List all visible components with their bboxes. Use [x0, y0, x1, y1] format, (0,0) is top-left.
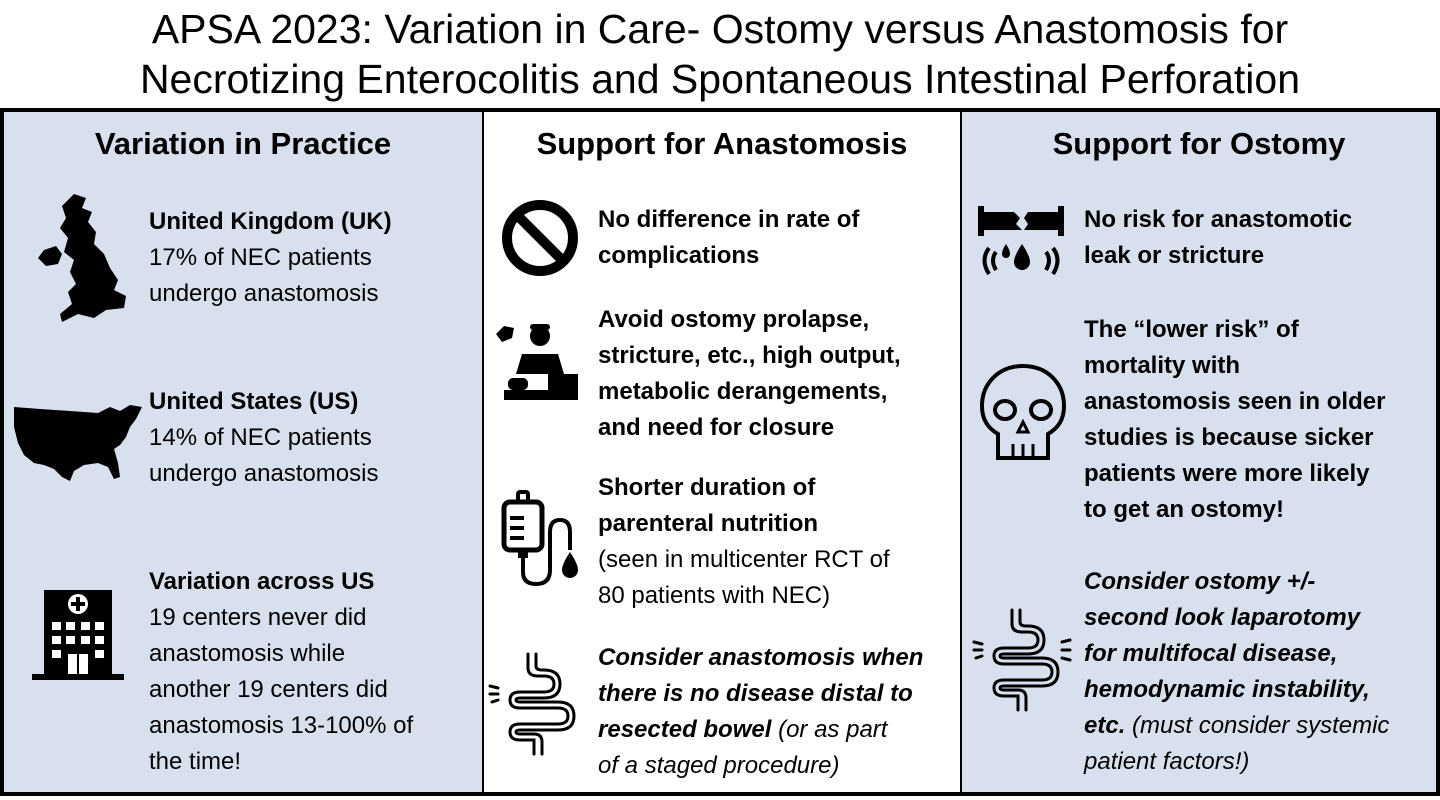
title-line-1: APSA 2023: Variation in Care- Ostomy versus Anastomosis for	[151, 6, 1289, 52]
us-map-icon	[10, 397, 145, 487]
surgeon-icon	[492, 318, 580, 408]
uk-map-icon	[34, 192, 130, 327]
support-for-ostomy-panel	[960, 108, 1440, 796]
lower-risk-text: The “lower risk” of mortality with anastomosis seen in older studies is because sicker patients were more likely to get an ostomy!	[1084, 316, 1386, 523]
uk-stat-text: United Kingdom (UK) 17% of NEC patients undergo anastomosis	[149, 204, 392, 312]
consider-anastomosis-text: Consider anastomosis when there is no disease distal to resected bowel (or as part of a staged procedure)	[598, 644, 924, 779]
page-title	[0, 0, 1440, 108]
consider-ostomy-text: Consider ostomy +/- second look laparotomy for multifocal disease, hemodynamic instability, etc. (must consider systemic patient factors!)	[1084, 568, 1390, 775]
us-title: United States (US)	[149, 388, 359, 415]
variation-across-us-title: Variation across US	[149, 568, 375, 595]
panel-heading: Support for Ostomy	[1052, 126, 1346, 161]
uk-title: United Kingdom (UK)	[149, 208, 392, 235]
leak-text: No risk for anastomotic leak or stricture	[1084, 206, 1353, 269]
intestine-icon	[488, 652, 588, 756]
support-for-anastomosis-panel	[482, 108, 962, 796]
panel-heading: Variation in Practice	[94, 126, 392, 161]
prohibited-icon	[500, 198, 580, 278]
variation-in-practice-panel	[0, 108, 484, 796]
nutrition-text: Shorter duration of parenteral nutrition (seen in multicenter RCT of 80 patients with NEC)	[598, 474, 890, 609]
prolapse-text: Avoid ostomy prolapse, stricture, etc., high output, metabolic derangements, and need for closure	[598, 306, 901, 441]
skull-icon	[978, 362, 1068, 470]
hospital-icon	[30, 586, 126, 682]
variation-across-us-text: Variation across US 19 centers never did anastomosis while another 19 centers did anastomosis 13-100% of the time!	[149, 564, 413, 780]
title-line-2: Necrotizing Enterocolitis and Spontaneous Intestinal Perforation	[139, 56, 1301, 102]
intestine-icon	[972, 608, 1072, 712]
panel-heading: Support for Anastomosis	[536, 126, 908, 161]
complications-text: No difference in rate of complications	[598, 206, 860, 269]
leaking-pipe-icon	[976, 204, 1066, 284]
iv-bag-icon	[498, 490, 588, 590]
us-stat-text: United States (US) 14% of NEC patients undergo anastomosis	[149, 384, 378, 492]
